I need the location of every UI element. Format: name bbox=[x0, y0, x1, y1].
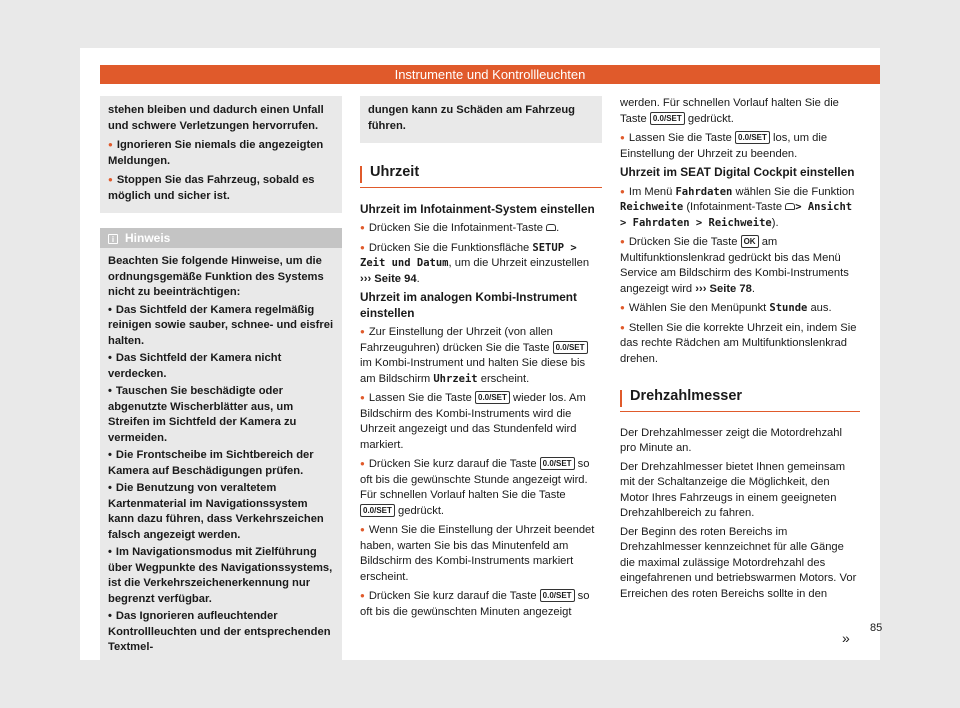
paragraph: Der Drehzahlmesser zeigt die Motordrehzahl pro Minute an. bbox=[620, 426, 842, 454]
column-left bbox=[100, 96, 342, 664]
set-key-icon: 0.0/SET bbox=[553, 341, 588, 354]
subheading-analog: Uhrzeit im analogen Kombi-Instrument einstellen bbox=[360, 290, 577, 320]
page-ref: ››› Seite 78 bbox=[695, 282, 752, 295]
step-hold-key: ● Zur Einstellung der Uhrzeit (von allen Fahrzeuguhren) drücken Sie die Taste 0.0/SET im Kombi-Instrument und halten Sie diese bis am Bildschirm Uhrzeit erscheint. bbox=[360, 324, 602, 387]
warning-box bbox=[100, 96, 342, 213]
set-key-icon: 0.0/SET bbox=[360, 504, 395, 517]
manual-page bbox=[80, 48, 883, 660]
column-right bbox=[620, 96, 860, 605]
hinweis-bullet: • Das Sichtfeld der Kamera nicht verdecken. bbox=[108, 351, 334, 382]
page-ref: ››› Seite 94 bbox=[360, 272, 417, 285]
warning-intro: stehen bleiben und dadurch einen Unfall und schwere Verletzungen hervorrufen. bbox=[108, 104, 324, 132]
hinweis-bullet: • Das Ignorieren aufleuchtender Kontrollleuchten und der entsprechenden Textmel- bbox=[108, 609, 334, 656]
warning-box-continued bbox=[360, 96, 602, 143]
menu-path: SETUP > Zeit und Datum bbox=[360, 241, 577, 269]
step-press-hour: ● Drücken Sie kurz darauf die Taste 0.0/SET so oft bis die gewünschte Stunde angezeigt wird. Für schnellen Vorlauf halten Sie die Taste 0.0/SET gedrückt. bbox=[360, 456, 602, 519]
set-key-icon: 0.0/SET bbox=[735, 131, 770, 144]
step-press-ok: ● Drücken Sie die Taste OK am Multifunktionslenkrad gedrückt bis das Menü Service am Bildschirm des Kombi-Instruments angezeigt wird ››› Seite 78. bbox=[620, 234, 860, 297]
car-icon bbox=[785, 203, 795, 210]
paragraph: Der Drehzahlmesser bietet Ihnen gemeinsam mit der Schaltanzeige die Möglichkeit, den Motor Ihres Fahrzeugs in einem geeigneten Drehzahlbereich zu fahren. bbox=[620, 460, 846, 519]
step-release-end: ● Lassen Sie die Taste 0.0/SET los, um die Einstellung der Uhrzeit zu beenden. bbox=[620, 130, 860, 162]
page-number: 85 bbox=[870, 622, 883, 634]
step-infotainment-key: ● Drücken Sie die Infotainment-Taste . bbox=[360, 220, 602, 237]
step-setup: ● Drücken Sie die Funktionsfläche SETUP > Zeit und Datum, um die Uhrzeit einzustellen ››› Seite 94. bbox=[360, 240, 602, 288]
step-press-minutes: ● Drücken Sie kurz darauf die Taste 0.0/SET so oft bis die gewünschten Minuten angezeigt bbox=[360, 588, 602, 620]
hinweis-title: Hinweis bbox=[125, 231, 171, 245]
hinweis-bullet: • Die Frontscheibe im Sichtbereich der Kamera auf Beschädigungen prüfen. bbox=[108, 448, 334, 479]
continue-arrow-icon: » bbox=[842, 630, 850, 646]
car-icon bbox=[546, 224, 556, 231]
hinweis-bullet: • Tauschen Sie beschädigte oder abgenutzte Wischerblätter aus, um Streifen im Sichtfeld der Kamera zu vermeiden. bbox=[108, 384, 334, 446]
warning-continued-text: dungen kann zu Schäden am Fahrzeug führen. bbox=[368, 104, 575, 132]
warning-bullet: ● Ignorieren Sie niemals die angezeigten Meldungen. bbox=[108, 137, 334, 169]
screen-label: Uhrzeit bbox=[433, 372, 478, 385]
ok-key-icon: OK bbox=[741, 235, 759, 248]
column-middle bbox=[360, 96, 602, 623]
step-wait-minutes: ● Wenn Sie die Einstellung der Uhrzeit beendet haben, warten Sie bis das Minutenfeld am Bildschirm des Kombi-Instruments markiert erscheint. bbox=[360, 522, 602, 585]
menu-label: Stunde bbox=[769, 302, 808, 314]
subheading-digital-cockpit: Uhrzeit im SEAT Digital Cockpit einstellen bbox=[620, 165, 855, 179]
section-title-drehzahlmesser: Drehzahlmesser bbox=[620, 389, 860, 412]
set-key-icon: 0.0/SET bbox=[540, 589, 575, 602]
step-select-stunde: ● Wählen Sie den Menüpunkt Stunde aus. bbox=[620, 300, 860, 317]
step-set-time: ● Stellen Sie die korrekte Uhrzeit ein, indem Sie das rechte Rädchen am Multifunktionslenkrad drehen. bbox=[620, 320, 860, 368]
hinweis-box bbox=[100, 228, 342, 664]
continued-text: werden. Für schnellen Vorlauf halten Sie die Taste 0.0/SET gedrückt. bbox=[620, 97, 839, 125]
hinweis-bullet: • Das Sichtfeld der Kamera regelmäßig reinigen sowie sauber, schnee- und eisfrei halten. bbox=[108, 303, 334, 350]
hinweis-body bbox=[100, 248, 342, 664]
menu-label: Fahrdaten bbox=[675, 185, 733, 198]
menu-path: > Ansicht > Fahrdaten > Reichweite bbox=[620, 201, 853, 229]
hinweis-intro: Beachten Sie folgende Hinweise, um die ordnungsgemäße Funktion des Systems nicht zu beeinträchtigen: bbox=[108, 255, 324, 298]
hinweis-header bbox=[100, 228, 342, 248]
step-menu-fahrdaten: ● Im Menü Fahrdaten wählen Sie die Funktion Reichweite (Infotainment-Taste > Ansicht > Fahrdaten > Reichweite). bbox=[620, 184, 860, 232]
set-key-icon: 0.0/SET bbox=[540, 457, 575, 470]
subheading-infotainment: Uhrzeit im Infotainment-System einstellen bbox=[360, 201, 595, 216]
page-header: Instrumente und Kontrollleuchten bbox=[100, 65, 880, 84]
step-release-key: ● Lassen Sie die Taste 0.0/SET wieder los. Am Bildschirm des Kombi-Instruments wird die Uhrzeit angezeigt und das Stundenfeld wird markiert. bbox=[360, 390, 602, 453]
set-key-icon: 0.0/SET bbox=[650, 112, 685, 125]
menu-label: Reichweite bbox=[620, 201, 684, 213]
warning-bullet: ● Stoppen Sie das Fahrzeug, sobald es möglich und sicher ist. bbox=[108, 172, 334, 204]
set-key-icon: 0.0/SET bbox=[475, 391, 510, 404]
hinweis-bullet: • Im Navigationsmodus mit Zielführung über Wegpunkte des Navigationssystems, ist die Verkehrszeichenerkennung nur begrenzt verfügbar. bbox=[108, 545, 334, 607]
section-title-uhrzeit: Uhrzeit bbox=[360, 165, 602, 188]
paragraph: Der Beginn des roten Bereichs im Drehzahlmesser kennzeichnet für alle Gänge die maximal zulässige Motordrehzahl des eingefahrenen und betriebswarmen Motors. Vor Erreichen des roten Bereichs sollte in den bbox=[620, 525, 857, 600]
info-icon: i bbox=[108, 234, 118, 244]
hinweis-bullet: • Die Benutzung von veraltetem Kartenmaterial im Navigationssystem kann dazu führen, dass Verkehrszeichen falsch angezeigt werden. bbox=[108, 481, 334, 543]
